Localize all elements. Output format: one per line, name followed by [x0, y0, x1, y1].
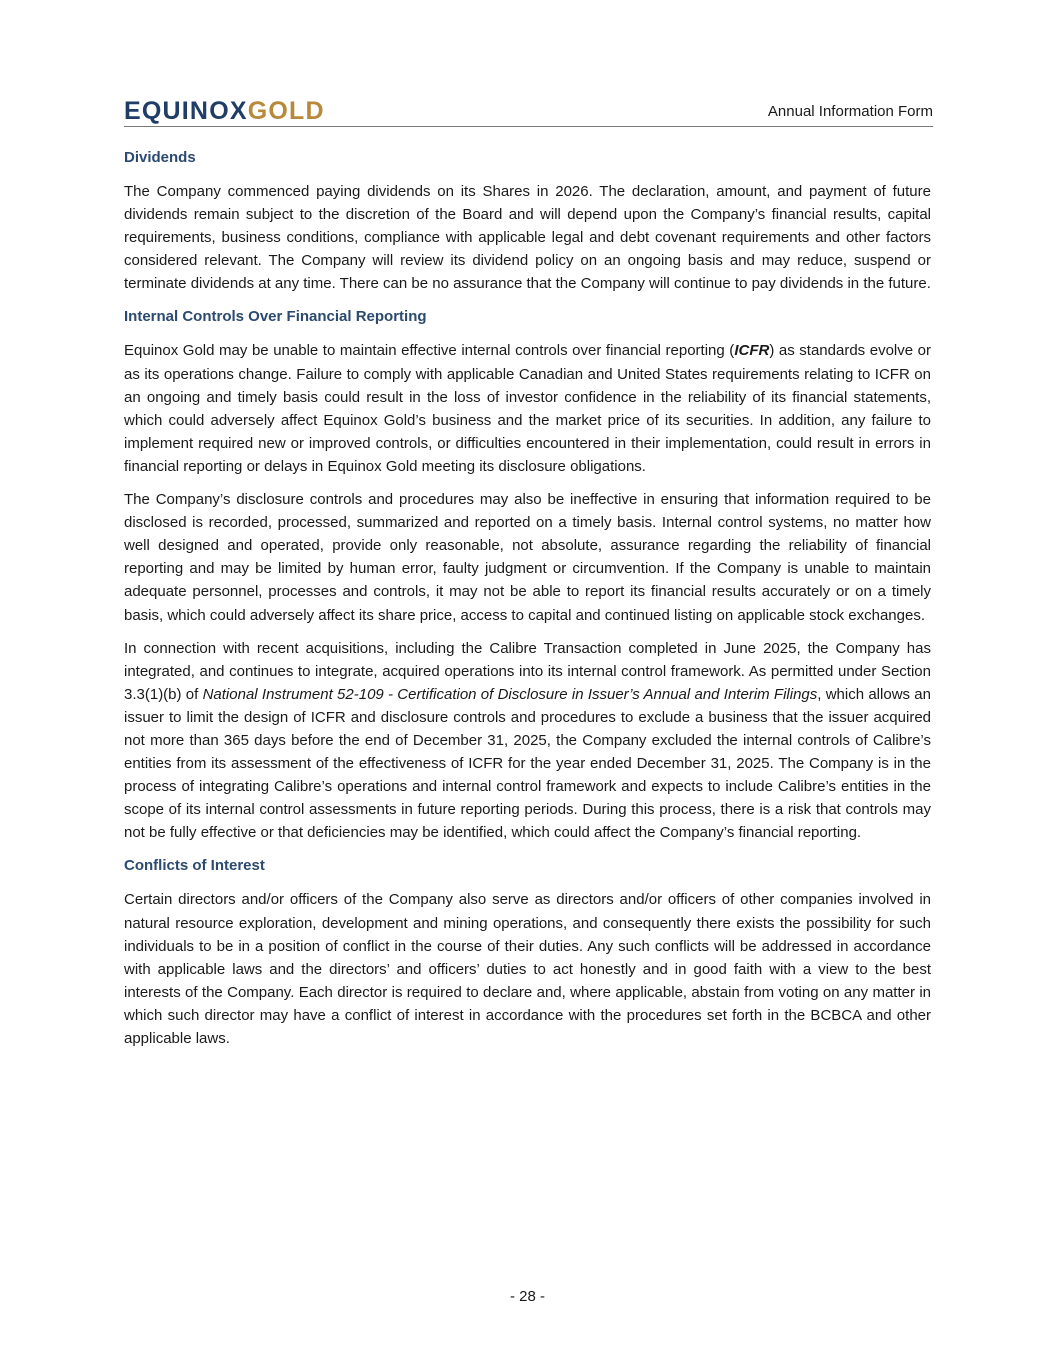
- paragraph-dividends: The Company commenced paying dividends on its Shares in 2026. The declaration, amount, and payment of future dividends remain subject to the discretion of the Board and will depend upon the Company’s financial results, capital requirements, business conditions, compliance with applicable legal and debt covenant requirements and other factors considered relevant. The Company will review its dividend policy on an ongoing basis and may reduce, suspend or terminate dividends at any time. There can be no assurance that the Company will continue to pay dividends in the future.: [124, 183, 931, 293]
- paragraph-icfr-3-end: , which allows an issuer to limit the design of ICFR and disclosure controls and procedures to exclude a business that the issuer acquired not more than 365 days before the end of December 31, 2025, the Company excluded the internal controls of Calibre’s entities from its assessment of the effectiveness of ICFR for the year ended December 31, 2025. The Company is in the process of integrating Calibre’s operations and internal control framework and expects to include Calibre’s entities in the scope of its internal control assessments in future reporting periods. During this process, there is a risk that controls may not be fully effective or that deficiencies may be identified, which could affect the Company’s financial reporting.: [124, 685, 931, 842]
- logo-text-o: O: [209, 97, 230, 125]
- paragraph-icfr-1-start: Equinox Gold may be unable to maintain effective internal controls over financial reporting (: [124, 342, 735, 360]
- heading-dividends: Dividends: [124, 149, 196, 166]
- paragraph-icfr-3: [124, 637, 931, 845]
- heading-conflicts-of-interest: Conflicts of Interest: [124, 857, 265, 875]
- logo-text-equin: EQUIN: [124, 97, 210, 125]
- paragraph-icfr-2: The Company’s disclosure controls and procedures may also be ineffective in ensuring that information required to be disclosed is recorded, processed, summarized and reported on a timely basis. Internal control systems, no matter how well designed and operated, provide only reasonable, not absolute, assurance regarding the reliability of financial reporting and may be limited by human error, faulty judgment or circumvention. If the Company is unable to maintain adequate personnel, processes and controls, it may not be able to report its financial results accurately or on a timely basis, which could adversely affect its share price, access to capital and continued listing on applicable stock exchanges.: [124, 491, 931, 624]
- paragraph-icfr-1: [124, 339, 931, 478]
- icfr-defined-term: ICFR: [734, 342, 770, 360]
- logo-text-gold: GOLD: [247, 97, 325, 125]
- document-title: Annual Information Form: [767, 103, 933, 120]
- equinox-gold-logo: [124, 98, 325, 124]
- paragraph-icfr-3-start: In connection with recent acquisitions, including the Calibre Transaction completed in June 2025, the Company has integrated, and continues to integrate, acquired operations into its internal control framework. As permitted under Section 3.3(1)(b) of: [124, 639, 931, 703]
- paragraph-conflicts: Certain directors and/or officers of the Company also serve as directors and/or officers of other companies involved in natural resource exploration, development and mining operations, and consequently there exists the possibility for such individuals to be in a position of conflict in the course of their duties. Any such conflicts will be addressed in accordance with applicable laws and the directors’ and officers’ duties to act honestly and in good faith with a view to the best interests of the Company. Each director is required to declare and, where applicable, abstain from voting on any matter in which such director may have a conflict of interest in accordance with the procedures set forth in the BCBCA and other applicable laws.: [124, 891, 931, 1047]
- paragraph-icfr-1-end: ) as standards evolve or as its operations change. Failure to comply with applicable Canadian and United States requirements relating to ICFR on an ongoing and timely basis could result in the loss of investor confidence in the reliability of its financial statements, which could adversely affect Equinox Gold’s business and the market price of its securities. In addition, any failure to implement required new or improved controls, or difficulties encountered in their implementation, could result in errors in financial reporting or delays in Equinox Gold meeting its disclosure obligations.: [124, 342, 932, 475]
- heading-internal-controls: Internal Controls Over Financial Reporting: [124, 308, 427, 326]
- national-instrument-title: National Instrument 52-109 - Certification of Disclosure in Issuer’s Annual and Interim Filings: [202, 685, 818, 703]
- page-body: [124, 146, 931, 1060]
- logo-text-x: X: [229, 97, 248, 125]
- page-number: - 28 -: [509, 1288, 545, 1305]
- page-header: [124, 98, 933, 127]
